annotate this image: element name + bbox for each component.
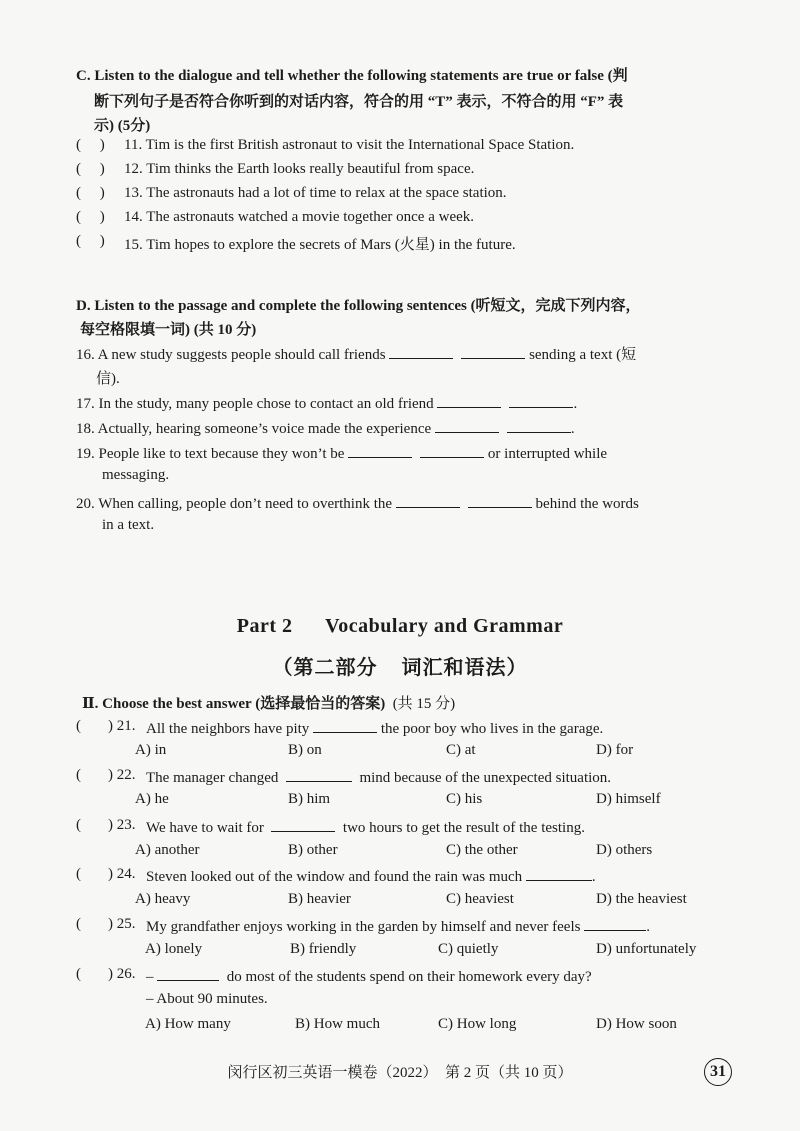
answer-blank: [157, 966, 219, 981]
answer-blank[interactable]: [389, 344, 453, 359]
option-c[interactable]: C) quietly: [438, 941, 499, 957]
question-text: 20. When calling, people don’t need to overthink the: [76, 496, 393, 512]
fill-question-17: [76, 393, 577, 413]
answer-paren[interactable]: ( ): [76, 209, 105, 225]
section-c-heading-line1: C. Listen to the dialogue and tell whether the following statements are true or false (判: [76, 68, 628, 84]
option-c[interactable]: C) heaviest: [446, 891, 514, 907]
question-text-tail: behind the words: [535, 496, 639, 512]
part2-subtitle: （第二部分 词汇和语法）: [272, 657, 528, 679]
answer-paren[interactable]: (: [76, 767, 81, 783]
question-text: 14. The astronauts watched a movie together once a week.: [124, 209, 475, 225]
answer-paren[interactable]: (: [76, 916, 81, 932]
answer-blank: [271, 817, 335, 832]
option-b[interactable]: B) other: [288, 842, 338, 858]
answer-blank[interactable]: [507, 418, 571, 433]
question-number: ) 22.: [108, 767, 136, 783]
option-d[interactable]: D) How soon: [596, 1016, 677, 1032]
fill-question-18: [76, 418, 575, 438]
option-b[interactable]: B) heavier: [288, 891, 351, 907]
question-stem: Steven looked out of the window and found the rain was much .: [146, 866, 596, 886]
option-c[interactable]: C) How long: [438, 1016, 517, 1032]
option-a[interactable]: A) another: [135, 842, 200, 858]
section-ii-score: (共 15 分): [392, 696, 456, 712]
answer-paren[interactable]: (: [76, 866, 81, 882]
question-stem: My grandfather enjoys working in the garden by himself and never feels .: [146, 916, 650, 936]
answer-blank[interactable]: [420, 443, 484, 458]
answer-blank: [526, 866, 592, 881]
part2-title: Part 2 Vocabulary and Grammar: [236, 615, 564, 637]
page-footer: 闵行区初三英语一模卷（2022） 第 2 页（共 10 页）: [227, 1065, 573, 1081]
answer-paren[interactable]: ( ): [76, 137, 105, 153]
question-text-tail: or interrupted while: [487, 446, 608, 462]
question-stem: We have to wait for two hours to get the result of the testing.: [146, 817, 585, 837]
section-d-heading-line1: D. Listen to the passage and complete the following sentences (听短文，完成下列内容，: [76, 298, 641, 314]
question-number: ) 26.: [108, 966, 136, 982]
option-a[interactable]: A) he: [135, 791, 169, 807]
answer-blank: [286, 767, 352, 782]
answer-blank[interactable]: [435, 418, 499, 433]
option-b[interactable]: B) on: [288, 742, 322, 758]
question-text-tail: .: [573, 396, 578, 412]
dialogue-answer: – About 90 minutes.: [146, 991, 268, 1007]
answer-blank[interactable]: [468, 493, 532, 508]
question-text-tail: sending a text (短: [529, 347, 637, 363]
option-d[interactable]: D) himself: [596, 791, 661, 807]
question-text: 13. The astronauts had a lot of time to relax at the space station.: [124, 185, 507, 201]
answer-paren[interactable]: ( ): [76, 185, 105, 201]
question-number: ) 21.: [108, 718, 136, 734]
section-d-heading-line2: 每空格限填一词) (共 10 分): [80, 322, 257, 338]
fill-question-19: [76, 443, 607, 463]
answer-paren[interactable]: (: [76, 966, 81, 982]
option-a[interactable]: A) heavy: [135, 891, 191, 907]
question-stem: – do most of the students spend on their homework every day?: [146, 966, 592, 986]
fill-question-16: [76, 343, 636, 364]
option-b[interactable]: B) friendly: [290, 941, 357, 957]
answer-blank[interactable]: [396, 493, 460, 508]
question-text: 18. Actually, hearing someone’s voice made the experience: [76, 421, 432, 437]
section-ii-heading-text: Ⅱ. Choose the best answer (选择最恰当的答案): [82, 696, 386, 712]
option-a[interactable]: A) in: [135, 742, 167, 758]
option-a[interactable]: A) lonely: [145, 941, 203, 957]
answer-blank: [313, 718, 377, 733]
answer-paren[interactable]: ( ): [76, 161, 105, 177]
fill-question-16-cont: 信).: [96, 371, 120, 387]
question-number: ) 24.: [108, 866, 136, 882]
fill-question-20-cont: in a text.: [102, 517, 155, 533]
answer-blank[interactable]: [509, 393, 573, 408]
option-b[interactable]: B) him: [288, 791, 331, 807]
option-d[interactable]: D) others: [596, 842, 653, 858]
section-c-heading-line2: 断下列句子是否符合你听到的对话内容，符合的用 “T” 表示，不符合的用 “F” 表: [94, 94, 624, 110]
question-number: ) 25.: [108, 916, 136, 932]
page-number-badge: 31: [704, 1058, 732, 1086]
option-c[interactable]: C) his: [446, 791, 483, 807]
question-text: 11. Tim is the first British astronaut to visit the International Space Station.: [124, 137, 575, 153]
section-c-heading-line3: 示) (5分): [94, 118, 151, 134]
answer-blank[interactable]: [348, 443, 412, 458]
option-c[interactable]: C) the other: [446, 842, 518, 858]
option-d[interactable]: D) unfortunately: [596, 941, 697, 957]
question-text-tail: .: [570, 421, 575, 437]
option-d[interactable]: D) for: [596, 742, 634, 758]
question-stem: The manager changed mind because of the unexpected situation.: [146, 767, 611, 787]
option-a[interactable]: A) How many: [145, 1016, 231, 1032]
answer-blank[interactable]: [437, 393, 501, 408]
answer-paren[interactable]: (: [76, 718, 81, 734]
answer-blank[interactable]: [461, 344, 525, 359]
option-b[interactable]: B) How much: [295, 1016, 380, 1032]
fill-question-19-cont: messaging.: [102, 467, 170, 483]
question-text: 19. People like to text because they won’t be: [76, 446, 345, 462]
answer-blank: [584, 916, 646, 931]
question-stem: All the neighbors have pity the poor boy who lives in the garage.: [146, 718, 603, 738]
option-c[interactable]: C) at: [446, 742, 476, 758]
answer-paren[interactable]: (: [76, 817, 81, 833]
question-text: 16. A new study suggests people should call friends: [76, 347, 386, 363]
option-d[interactable]: D) the heaviest: [596, 891, 687, 907]
fill-question-20: [76, 493, 639, 513]
question-text: 15. Tim hopes to explore the secrets of Mars (火星) in the future.: [124, 237, 516, 253]
question-text: 17. In the study, many people chose to contact an old friend: [76, 396, 434, 412]
question-text: 12. Tim thinks the Earth looks really beautiful from space.: [124, 161, 475, 177]
answer-paren[interactable]: ( ): [76, 233, 105, 249]
question-number: ) 23.: [108, 817, 136, 833]
section-ii-heading: [82, 692, 455, 713]
